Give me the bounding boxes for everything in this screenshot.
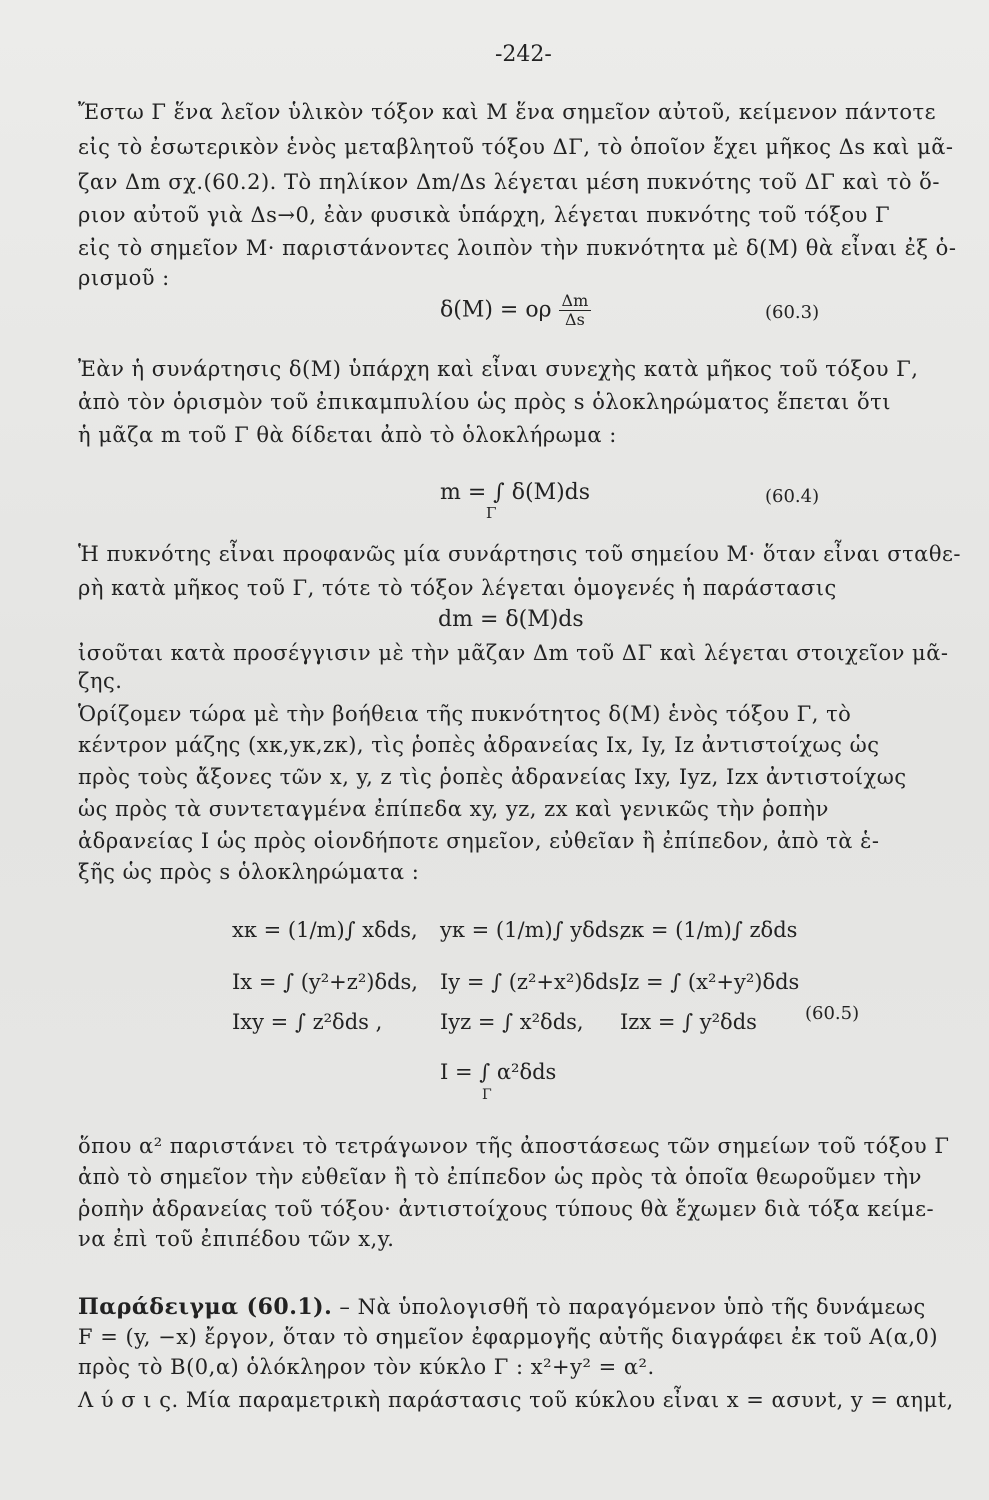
equation-label: (60.4) (765, 486, 820, 507)
page-number: -242- (495, 42, 552, 67)
fraction-denominator: Δs (565, 310, 585, 329)
paragraph-line: ἀπὸ τὸν ὁρισμὸν τοῦ ἐπικαμπυλίου ὡς πρὸς s ὁλοκληρώματος ἕπεται ὅτι (78, 390, 891, 414)
paragraph-line: πρὸς τοὺς ἄξονες τῶν x, y, z τὶς ῥοπὲς ἀδρανείας Ixy, Iyz, Izx ἀντιστοίχως (78, 765, 907, 789)
equation-label: (60.3) (765, 302, 820, 323)
paragraph-line: ρὴ κατὰ μῆκος τοῦ Γ, τότε τὸ τόξον λέγεται ὁμογενές ἡ παράστασις (78, 576, 837, 600)
example-line (78, 1294, 958, 1320)
paragraph-line: ρισμοῦ : (78, 266, 170, 290)
paragraph-line: Ἐὰν ἡ συνάρτησις δ(Μ) ὑπάρχη καὶ εἶναι συνεχὴς κατὰ μῆκος τοῦ τόξου Γ, (78, 357, 919, 381)
equation-60-5-r4: I = ∫ α²δds (440, 1060, 557, 1084)
equation-dm: dm = δ(M)ds (438, 607, 584, 632)
equation-60-5-r2c2: Iy = ∫ (z²+x²)δds, (440, 970, 626, 994)
equation-60-4 (440, 480, 590, 505)
paragraph-line: να ἐπὶ τοῦ ἐπιπέδου τῶν x,y. (78, 1227, 395, 1251)
paragraph-line: ξῆς ὡς πρὸς s ὁλοκληρώματα : (78, 860, 420, 884)
paragraph-line: κέντρον μάζης (xκ,yκ,zκ), τὶς ῥοπὲς ἀδρανείας Ix, Iy, Iz ἀντιστοίχως ὡς (78, 733, 880, 757)
paragraph-line: ἀδρανείας I ὡς πρὸς οἱονδήποτε σημεῖον, εὐθεῖαν ἢ ἐπίπεδον, ἀπὸ τὰ ἑ- (78, 829, 880, 853)
example-heading: Παράδειγμα (60.1). (78, 1294, 333, 1320)
equation-60-5-r2c3: Iz = ∫ (x²+y²)δds (620, 970, 800, 994)
equation-60-5-r3c1: Ixy = ∫ z²δds , (232, 1010, 383, 1034)
paragraph-line: ριον αὐτοῦ γιὰ Δs→0, ἐὰν φυσικὰ ὑπάρχη, λέγεται πυκνότης τοῦ τόξου Γ (78, 203, 891, 227)
paragraph-line: Ἡ πυκνότης εἶναι προφανῶς μία συνάρτησις τοῦ σημείου Μ· ὅταν εἶναι σταθε- (78, 542, 961, 566)
equation-text: m = ∫ δ(M)ds (440, 480, 591, 505)
example-line: Λ ύ σ ι ς. Μία παραμετρικὴ παράστασις τοῦ κύκλου εἶναι x = ασυνt, y = αημt, (78, 1388, 954, 1412)
equation-60-5-r3c2: Iyz = ∫ x²δds, (440, 1010, 584, 1034)
paragraph-line: ἰσοῦται κατὰ προσέγγισιν μὲ τὴν μᾶζαν Δm τοῦ ΔΓ καὶ λέγεται στοιχεῖον μᾶ- (78, 641, 949, 665)
equation-60-5-r1c3: zκ = (1/m)∫ zδds (620, 918, 798, 942)
equation-label: (60.5) (805, 1003, 860, 1024)
example-line: πρὸς τὸ Β(0,α) ὁλόκληρον τὸν κύκλο Γ : x²+y² = α². (78, 1355, 655, 1379)
fraction (559, 292, 592, 329)
paragraph-line: ῥοπὴν ἀδρανείας τοῦ τόξου· ἀντιστοίχους τύπους θὰ ἔχωμεν διὰ τόξα κείμε- (78, 1197, 935, 1221)
paragraph-line: ὅπου α² παριστάνει τὸ τετράγωνον τῆς ἀποστάσεως τῶν σημείων τοῦ τόξου Γ (78, 1134, 950, 1158)
paragraph-line: ἀπὸ τὸ σημεῖον τὴν εὐθεῖαν ἢ τὸ ἐπίπεδον ὡς πρὸς τὰ ὁποῖα θεωροῦμεν τὴν (78, 1165, 922, 1189)
paragraph-line: ζαν Δm σχ.(60.2). Τὸ πηλίκον Δm/Δs λέγεται μέση πυκνότης τοῦ ΔΓ καὶ τὸ ὅ- (78, 170, 940, 194)
fraction-numerator: Δm (559, 292, 592, 311)
paragraph-line: ζης. (78, 669, 123, 693)
equation-60-5-r1c2: yκ = (1/m)∫ yδds, (440, 918, 626, 942)
equation-60-5-r3c3: Izx = ∫ y²δds (620, 1010, 757, 1034)
paragraph-line: Ὁρίζομεν τώρα μὲ τὴν βοήθεια τῆς πυκνότητος δ(Μ) ἑνὸς τόξου Γ, τὸ (78, 702, 852, 726)
example-line: F = (y, −x) ἔργον, ὅταν τὸ σημεῖον ἐφαρμογῆς αὐτῆς διαγράφει ἐκ τοῦ Α(α,0) (78, 1325, 939, 1349)
equation-lhs: δ(M) = ορ (440, 297, 552, 323)
paragraph-line: εἰς τὸ ἐσωτερικὸν ἑνὸς μεταβλητοῦ τόξου ΔΓ, τὸ ὁποῖον ἔχει μῆκος Δs καὶ μᾶ- (78, 135, 954, 159)
integral-subscript: Γ (486, 504, 497, 522)
paragraph-line: Ἔστω Γ ἕνα λεῖον ὑλικὸν τόξον καὶ Μ ἕνα σημεῖον αὐτοῦ, κείμενον πάντοτε (78, 100, 936, 124)
equation-60-5-r2c1: Ix = ∫ (y²+z²)δds, (232, 970, 418, 994)
integral-subscript: Γ (482, 1087, 492, 1103)
paragraph-line: εἰς τὸ σημεῖον Μ· παριστάνοντες λοιπὸν τὴν πυκνότητα μὲ δ(Μ) θὰ εἶναι ἐξ ὁ- (78, 236, 957, 260)
paragraph-line: ἡ μᾶζα m τοῦ Γ θὰ δίδεται ἀπὸ τὸ ὁλοκλήρωμα : (78, 423, 617, 447)
equation-60-5-r1c1: xκ = (1/m)∫ xδds, (232, 918, 418, 942)
paragraph-line: ὡς πρὸς τὰ συντεταγμένα ἐπίπεδα xy, yz, zx καὶ γενικῶς τὴν ῥοπὴν (78, 797, 829, 821)
equation-60-3 (440, 292, 591, 329)
example-text: – Νὰ ὑπολογισθῆ τὸ παραγόμενον ὑπὸ τῆς δυνάμεως (339, 1295, 926, 1319)
